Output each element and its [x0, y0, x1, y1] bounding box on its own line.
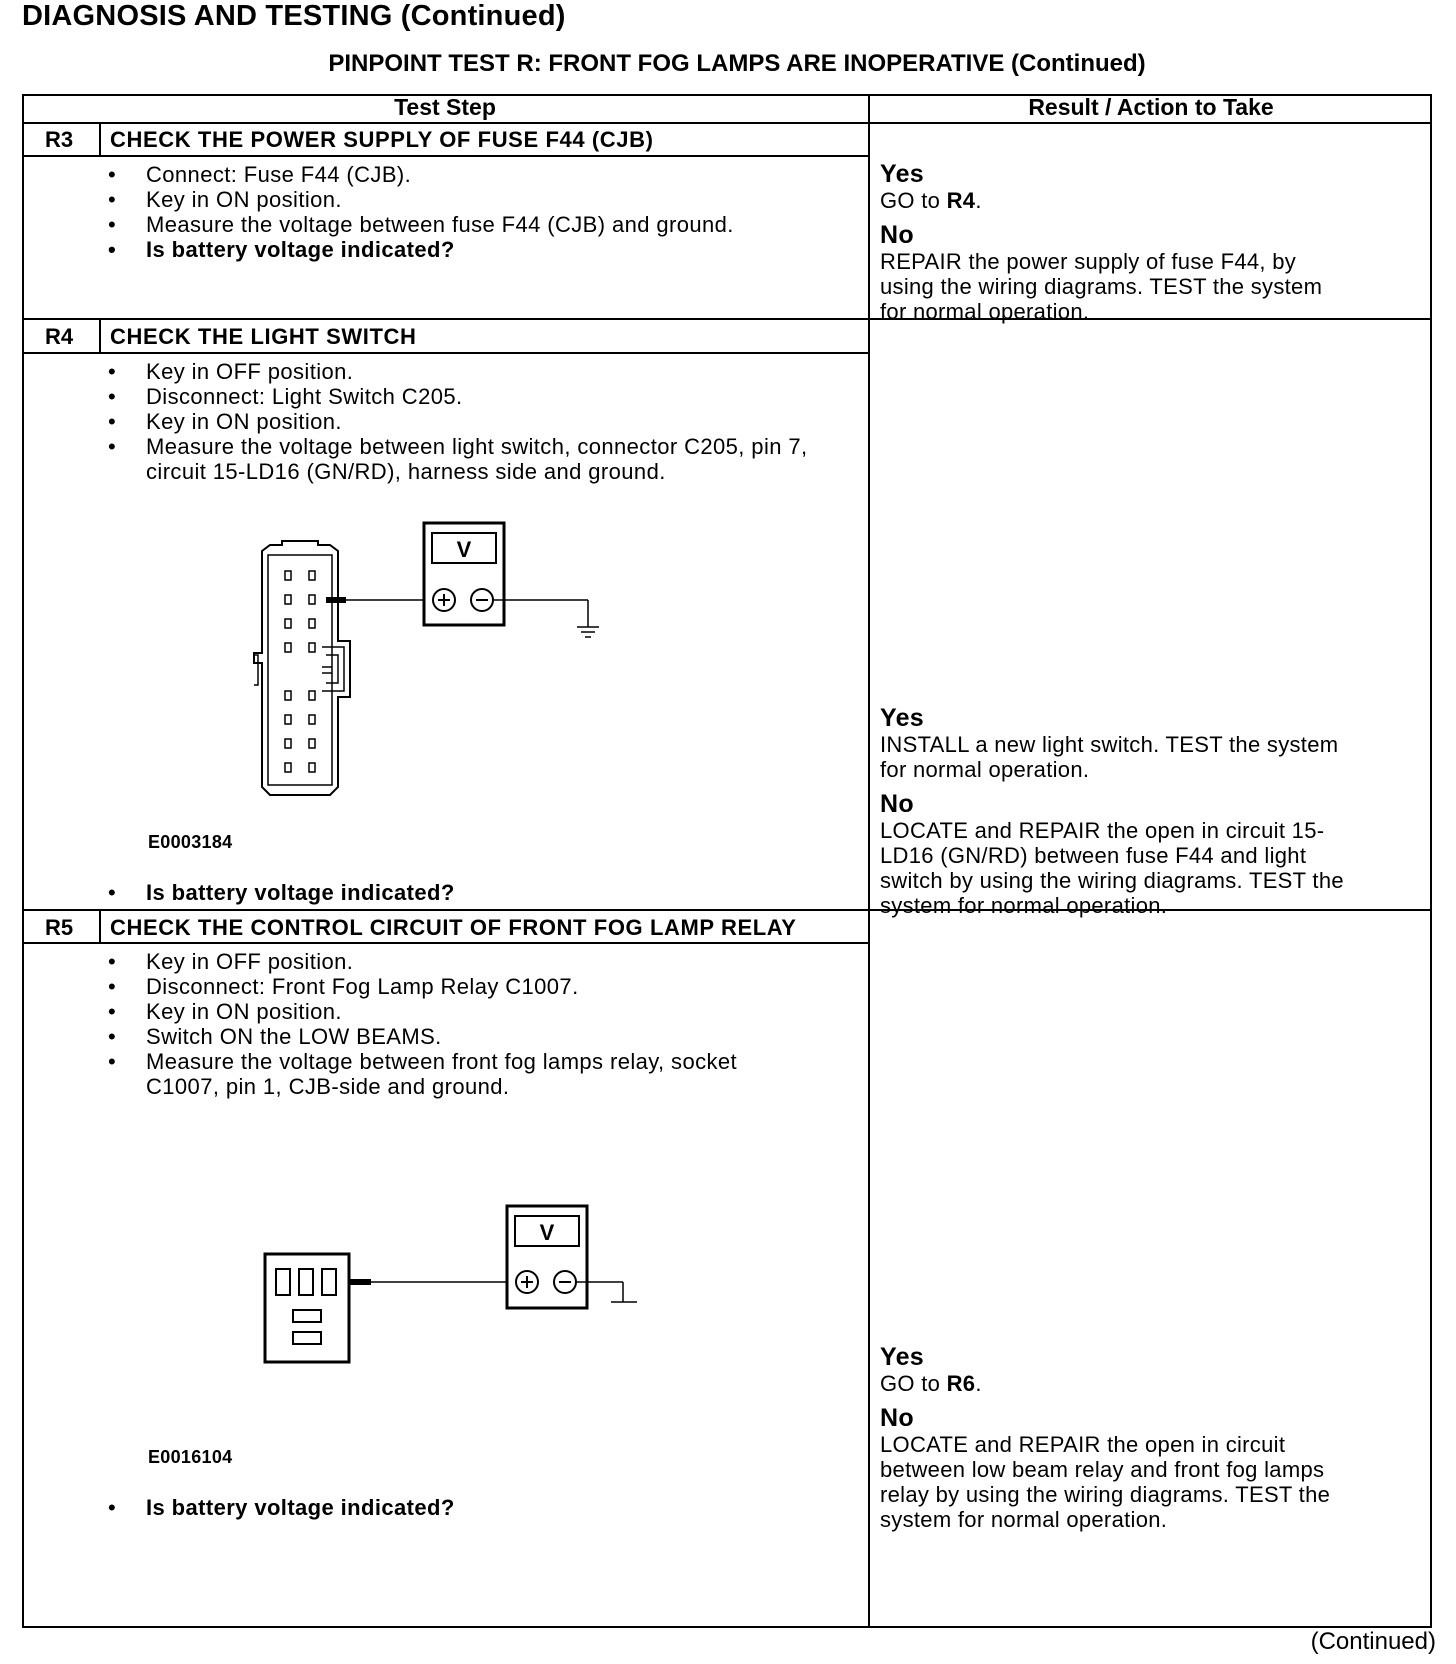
- header-rule: [22, 122, 1432, 124]
- step-id-r4: R4: [44, 324, 74, 349]
- voltmeter-icon: [507, 1206, 587, 1308]
- yes-action: GO to R6.: [880, 1371, 982, 1396]
- no-action: LOCATE and REPAIR the open in circuit 15-LD16 (GN/RD) between fuse F44 and light switch by using the wiring diagrams. TEST the system for normal operation.: [880, 818, 1344, 918]
- pinpoint-test-title: PINPOINT TEST R: FRONT FOG LAMPS ARE INOPERATIVE (Continued): [328, 50, 1146, 77]
- header-test-step: Test Step: [394, 94, 496, 120]
- step-title-r3: CHECK THE POWER SUPPLY OF FUSE F44 (CJB): [110, 127, 654, 152]
- meter-label: V: [539, 1220, 555, 1245]
- continued-label: (Continued): [1310, 1628, 1436, 1655]
- list-item: • Key in OFF position.: [106, 359, 826, 384]
- list-item: • Measure the voltage between light switch, connector C205, pin 7, circuit 15-LD16 (GN/RD), harness side and ground.: [106, 434, 826, 484]
- step-title-r5: CHECK THE CONTROL CIRCUIT OF FRONT FOG LAMP RELAY: [110, 915, 797, 940]
- step-bullets-r5: [106, 949, 796, 1099]
- page-title: DIAGNOSIS AND TESTING (Continued): [22, 0, 566, 32]
- list-item: • Disconnect: Light Switch C205.: [106, 384, 826, 409]
- no-action: LOCATE and REPAIR the open in circuit between low beam relay and front fog lamps relay by using the wiring diagrams. TEST the system for normal operation.: [880, 1432, 1331, 1532]
- list-item: • Key in ON position.: [106, 409, 826, 434]
- step-bullets-r4: [106, 359, 826, 484]
- result-r3: [880, 160, 1350, 324]
- yes-label: Yes: [880, 704, 925, 732]
- list-item: • Measure the voltage between front fog lamps relay, socket C1007, pin 1, CJB-side and ground.: [106, 1049, 796, 1099]
- yes-action: INSTALL a new light switch. TEST the system for normal operation.: [880, 732, 1339, 782]
- step-bullets-r3: [106, 162, 856, 262]
- ground-icon: [577, 600, 599, 637]
- relay-socket-c1007-icon: [265, 1254, 349, 1362]
- column-divider: [868, 94, 870, 1628]
- header-result-action: Result / Action to Take: [1028, 94, 1274, 120]
- list-item: • Is battery voltage indicated?: [106, 237, 856, 262]
- yes-label: Yes: [880, 160, 925, 188]
- list-item: • Disconnect: Front Fog Lamp Relay C1007.: [106, 974, 796, 999]
- ground-icon: [611, 1282, 637, 1302]
- fog-lamp-relay-socket-diagram: [255, 1198, 655, 1378]
- r5-title-rule: [22, 942, 870, 944]
- no-label: No: [880, 221, 914, 249]
- no-action: REPAIR the power supply of fuse F44, by using the wiring diagrams. TEST the system for normal operation.: [880, 249, 1323, 324]
- figure-id-e0016104: E0016104: [148, 1447, 233, 1467]
- r3-title-rule: [22, 155, 870, 157]
- question-r4: • Is battery voltage indicated?: [106, 880, 455, 906]
- question-r5: • Is battery voltage indicated?: [106, 1495, 455, 1521]
- yes-label: Yes: [880, 1343, 925, 1371]
- result-r4: [880, 704, 1350, 918]
- step-link-r6: R6: [946, 1371, 976, 1396]
- meter-label: V: [456, 537, 472, 562]
- no-label: No: [880, 1404, 914, 1432]
- list-item: • Switch ON the LOW BEAMS.: [106, 1024, 796, 1049]
- list-item: • Measure the voltage between fuse F44 (CJB) and ground.: [106, 212, 856, 237]
- r4-title-rule: [22, 352, 870, 354]
- list-item: • Connect: Fuse F44 (CJB).: [106, 162, 856, 187]
- list-item: • Key in OFF position.: [106, 949, 796, 974]
- result-r5: [880, 1343, 1350, 1532]
- yes-action: GO to R4.: [880, 188, 982, 213]
- step-link-r4: R4: [946, 188, 976, 213]
- connector-pins: [285, 571, 315, 772]
- step-id-r5: R5: [44, 915, 74, 940]
- no-label: No: [880, 790, 914, 818]
- list-item: • Key in ON position.: [106, 999, 796, 1024]
- figure-id-e0003184: E0003184: [148, 832, 233, 852]
- step-id-r3: R3: [44, 127, 74, 152]
- light-switch-connector-diagram: [240, 515, 620, 805]
- connector-c205-icon: [254, 541, 350, 795]
- list-item: • Key in ON position.: [106, 187, 856, 212]
- probe-tip-icon: [349, 1279, 371, 1285]
- step-title-r4: CHECK THE LIGHT SWITCH: [110, 324, 417, 349]
- probe-tip-icon: [326, 597, 346, 603]
- voltmeter-icon: [424, 523, 504, 625]
